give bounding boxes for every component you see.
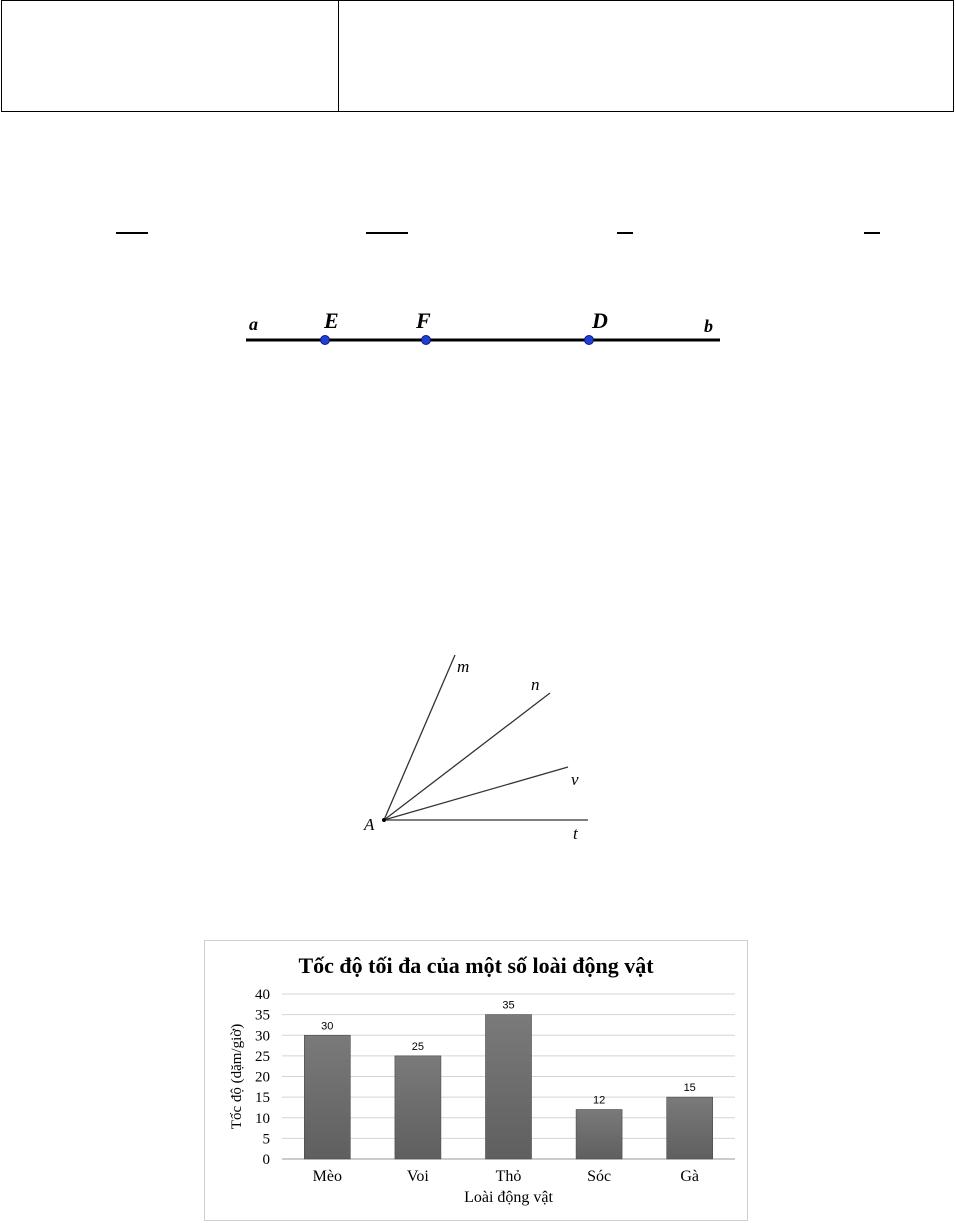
y-tick-label: 0 (262, 1152, 270, 1168)
fraction-bar-a (116, 232, 148, 234)
x-axis-label: Loài động vật (464, 1189, 553, 1206)
ray-label-m: m (457, 657, 470, 676)
header-right-cell (339, 1, 954, 112)
point-f-dot (422, 336, 431, 345)
ray-label-v: v (571, 770, 579, 789)
vertex-a-dot (382, 818, 386, 822)
data-label: 30 (321, 1020, 334, 1033)
point-e-dot (321, 336, 330, 345)
data-label: 35 (502, 999, 515, 1012)
bar (576, 1110, 622, 1160)
line-label-a: a (249, 314, 258, 334)
point-label-f: F (416, 308, 431, 333)
fraction-bar-b (366, 232, 408, 234)
bar (486, 1015, 532, 1159)
y-tick-label: 35 (255, 1007, 270, 1024)
rays-figure (355, 650, 595, 850)
header-left-cell (2, 1, 339, 112)
bar (395, 1056, 441, 1159)
fraction-bar-d (864, 232, 880, 234)
point-label-e: E (324, 308, 339, 333)
chart-title: Tốc độ tối đa của một số loài động vật (298, 953, 654, 978)
line-label-b: b (704, 316, 713, 336)
x-tick-label: Voi (406, 1168, 429, 1185)
y-tick-label: 10 (255, 1110, 270, 1127)
x-tick-label: Mèo (312, 1168, 342, 1185)
y-tick-label: 5 (262, 1131, 270, 1148)
y-axis-label: Tốc độ (dặm/giờ) (229, 1023, 245, 1130)
ray-label-n: n (531, 675, 540, 694)
points-line-svg (240, 300, 730, 360)
ray-label-t: t (573, 824, 578, 843)
points-on-line-figure (240, 300, 730, 360)
ray-am (384, 655, 455, 820)
y-tick-label: 20 (255, 1069, 270, 1086)
data-label: 25 (411, 1040, 425, 1053)
bar (304, 1035, 350, 1159)
data-label: 15 (683, 1082, 696, 1095)
y-tick-label: 30 (255, 1028, 270, 1045)
fraction-bar-c (617, 232, 633, 234)
chart-svg (205, 941, 749, 1222)
x-tick-label: Thỏ (495, 1168, 522, 1185)
vertex-label-a: A (364, 815, 375, 834)
rays-svg (355, 650, 595, 850)
ray-av (384, 767, 568, 820)
x-tick-label: Sóc (587, 1168, 612, 1185)
y-tick-label: 25 (255, 1048, 270, 1065)
x-tick-label: Gà (680, 1168, 700, 1185)
speed-bar-chart (204, 940, 748, 1221)
ray-an (384, 693, 550, 820)
data-label: 12 (592, 1094, 606, 1107)
point-d-dot (585, 336, 594, 345)
y-tick-label: 40 (255, 987, 270, 1003)
bar (667, 1097, 713, 1159)
header-table (1, 0, 954, 112)
y-tick-label: 15 (255, 1090, 270, 1107)
point-label-d: D (592, 308, 608, 333)
